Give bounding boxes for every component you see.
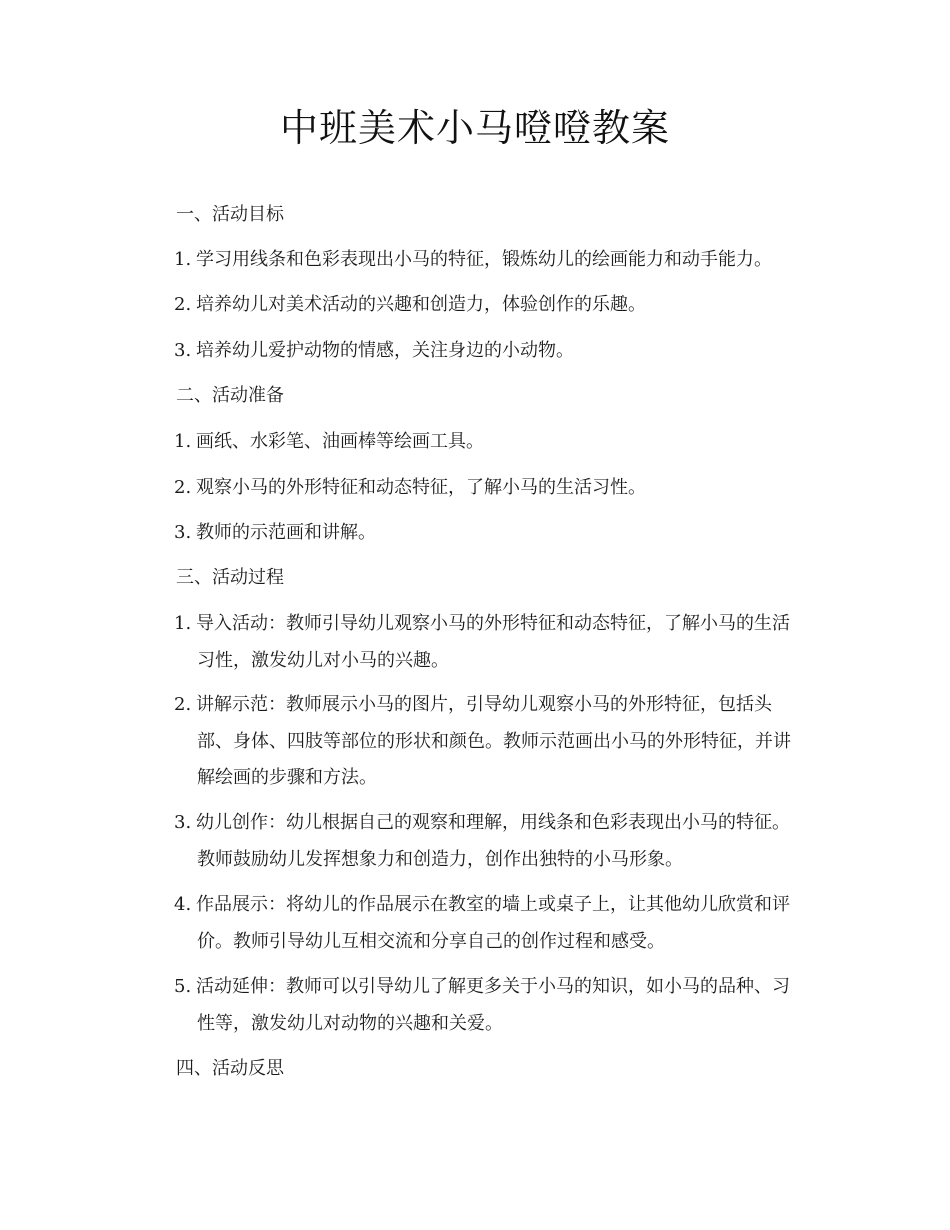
list-item-number: 5. xyxy=(174,976,192,997)
section-heading-reflection: 四、活动反思 xyxy=(176,1058,284,1079)
list-item-number: 4. xyxy=(174,894,192,915)
list-item xyxy=(174,477,646,499)
page-title: 中班美术小马噔噔教案 xyxy=(279,106,670,150)
list-item-continuation: 教师鼓励幼儿发挥想象力和创造力，创作出独特的小马形象。 xyxy=(197,849,683,870)
list-item-text: 培养幼儿对美术活动的兴趣和创造力，体验创作的乐趣。 xyxy=(196,294,646,315)
list-item-text: 学习用线条和色彩表现出小马的特征，锻炼幼儿的绘画能力和动手能力。 xyxy=(196,249,772,270)
list-item-text: 画纸、水彩笔、油画棒等绘画工具。 xyxy=(196,431,484,452)
section-heading-process: 三、活动过程 xyxy=(176,567,284,588)
list-item-continuation: 价。教师引导幼儿互相交流和分享自己的创作过程和感受。 xyxy=(197,931,665,952)
list-item-text: 讲解示范：教师展示小马的图片，引导幼儿观察小马的外形特征，包括头 xyxy=(196,694,772,715)
list-item-number: 2. xyxy=(174,694,192,715)
list-item-number: 2. xyxy=(174,477,192,498)
section-heading-preparation: 二、活动准备 xyxy=(176,385,284,406)
list-item-text: 教师的示范画和讲解。 xyxy=(196,522,376,543)
list-item xyxy=(174,294,646,316)
section-heading-goals: 一、活动目标 xyxy=(176,204,284,225)
list-item-number: 1. xyxy=(174,431,192,452)
list-item xyxy=(174,340,574,362)
list-item-number: 1. xyxy=(174,249,192,270)
list-item-text: 导入活动：教师引导幼儿观察小马的外形特征和动态特征，了解小马的生活 xyxy=(196,613,790,634)
list-item-continuation: 性等，激发幼儿对动物的兴趣和关爱。 xyxy=(197,1013,503,1034)
list-item xyxy=(174,694,772,716)
list-item-text: 活动延伸：教师可以引导幼儿了解更多关于小马的知识，如小马的品种、习 xyxy=(196,976,790,997)
list-item-number: 1. xyxy=(174,613,192,634)
list-item xyxy=(174,894,790,916)
list-item-text: 观察小马的外形特征和动态特征，了解小马的生活习性。 xyxy=(196,477,646,498)
list-item xyxy=(174,522,376,544)
list-item-continuation: 解绘画的步骤和方法。 xyxy=(197,767,377,788)
list-item xyxy=(174,249,772,271)
list-item xyxy=(174,976,790,998)
list-item xyxy=(174,431,484,453)
list-item-text: 培养幼儿爱护动物的情感，关注身边的小动物。 xyxy=(196,340,574,361)
list-item-text: 幼儿创作：幼儿根据自己的观察和理解，用线条和色彩表现出小马的特征。 xyxy=(196,812,790,833)
list-item-continuation: 习性，激发幼儿对小马的兴趣。 xyxy=(197,650,449,671)
list-item-number: 3. xyxy=(174,812,192,833)
list-item-number: 3. xyxy=(174,340,192,361)
list-item-number: 2. xyxy=(174,294,192,315)
list-item-number: 3. xyxy=(174,522,192,543)
list-item xyxy=(174,812,790,834)
list-item-continuation: 部、身体、四肢等部位的形状和颜色。教师示范画出小马的外形特征，并讲 xyxy=(197,731,791,752)
list-item-text: 作品展示：将幼儿的作品展示在教室的墙上或桌子上，让其他幼儿欣赏和评 xyxy=(196,894,790,915)
list-item xyxy=(174,613,790,635)
